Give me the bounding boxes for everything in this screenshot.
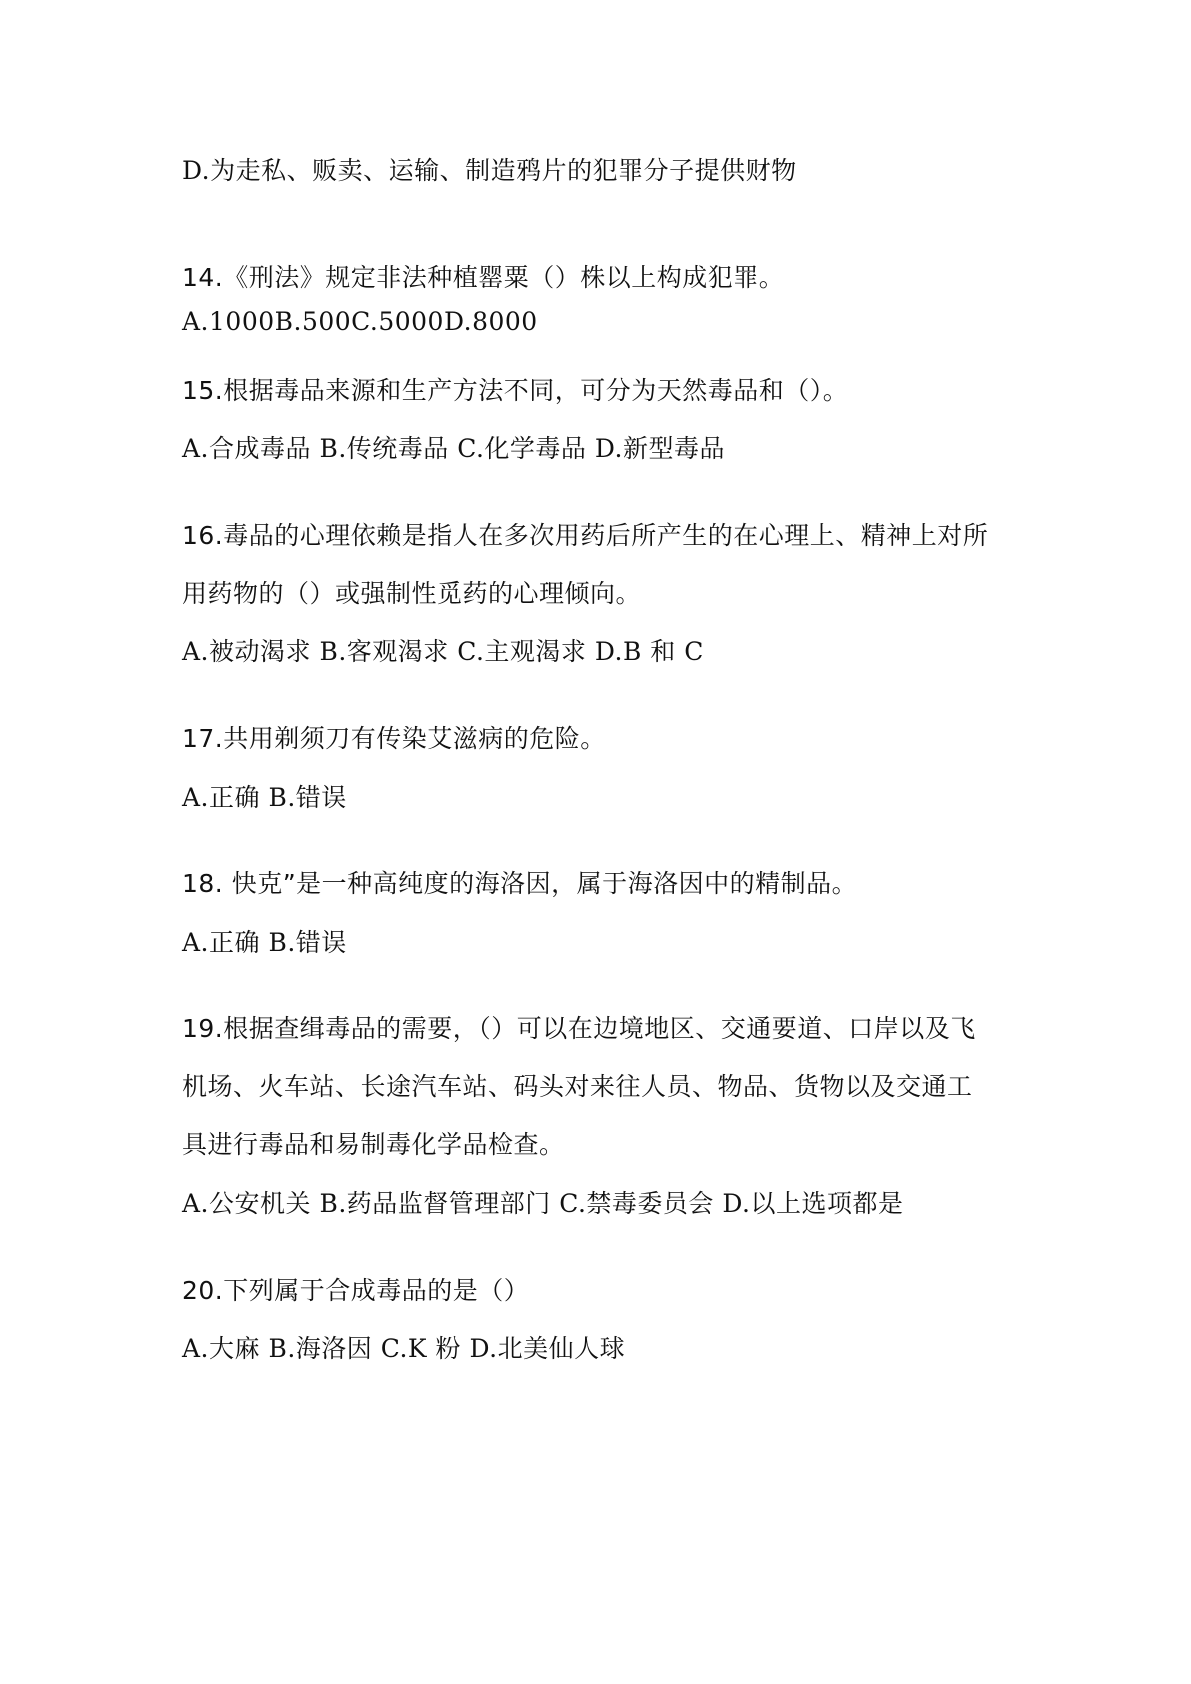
q16-options: A.被动渴求 B.客观渴求 C.主观渴求 D.B 和 C <box>182 637 704 666</box>
q15-options: A.合成毒品 B.传统毒品 C.化学毒品 D.新型毒品 <box>182 434 725 463</box>
question-19-line-3: 具进行毒品和易制毒化学品检查。 <box>182 1130 565 1159</box>
question-19-line-2: 机场、火车站、长途汽车站、码头对来往人员、物品、货物以及交通工 <box>182 1072 973 1101</box>
question-16-line-1: 16.毒品的心理依赖是指人在多次用药后所产生的在心理上、精神上对所 <box>182 521 989 550</box>
q20-options: A.大麻 B.海洛因 C.K 粉 D.北美仙人球 <box>182 1334 626 1363</box>
q14-options: A.1000B.500C.5000D.8000 <box>182 307 538 336</box>
question-20: 20.下列属于合成毒品的是（） <box>182 1276 530 1305</box>
question-18: 18. 快克”是一种高纯度的海洛因，属于海洛因中的精制品。 <box>182 869 858 898</box>
q18-options: A.正确 B.错误 <box>182 928 347 957</box>
question-19-line-1: 19.根据查缉毒品的需要，（）可以在边境地区、交通要道、口岸以及飞 <box>182 1014 976 1043</box>
question-16-line-2: 用药物的（）或强制性觅药的心理倾向。 <box>182 579 642 608</box>
question-15: 15.根据毒品来源和生产方法不同，可分为天然毒品和（）。 <box>182 376 849 405</box>
q13-option-d: D.为走私、贩卖、运输、制造鸦片的犯罪分子提供财物 <box>182 156 797 185</box>
q19-options: A.公安机关 B.药品监督管理部门 C.禁毒委员会 D.以上选项都是 <box>182 1189 904 1218</box>
q17-options: A.正确 B.错误 <box>182 783 347 812</box>
question-14: 14.《刑法》规定非法种植罂粟（）株以上构成犯罪。 <box>182 263 785 292</box>
question-17: 17.共用剃须刀有传染艾滋病的危险。 <box>182 724 606 753</box>
